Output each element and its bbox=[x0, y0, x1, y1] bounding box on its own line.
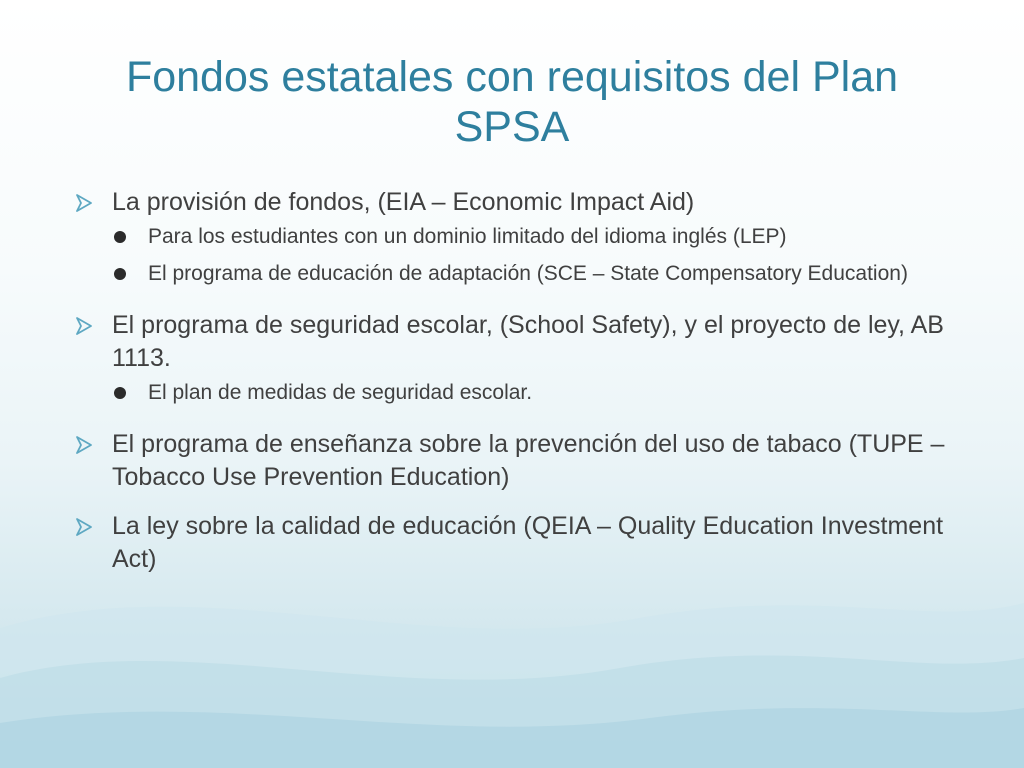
bullet-item bbox=[72, 309, 962, 375]
bullet-text: La ley sobre la calidad de educación (QEIA – Quality Education Investment Act) bbox=[112, 512, 944, 573]
arrow-bullet-icon bbox=[74, 517, 94, 537]
sub-bullet-text: El programa de educación de adaptación (SCE – State Compensatory Education) bbox=[148, 262, 908, 285]
bullet-text: El programa de enseñanza sobre la prevención del uso de tabaco (TUPE – Tobacco Use Prevention Education) bbox=[112, 430, 945, 491]
sub-bullet-item bbox=[72, 379, 962, 407]
dot-bullet-icon bbox=[114, 268, 126, 280]
bullet-item bbox=[72, 510, 962, 576]
bullet-item bbox=[72, 186, 962, 219]
arrow-bullet-icon bbox=[74, 193, 94, 213]
sub-bullet-item bbox=[72, 260, 962, 288]
slide-title: Fondos estatales con requisitos del Plan SPSA bbox=[125, 53, 899, 151]
bullet-item bbox=[72, 428, 962, 494]
slide-content bbox=[72, 186, 962, 580]
arrow-bullet-icon bbox=[74, 316, 94, 336]
sub-bullet-text: El plan de medidas de seguridad escolar. bbox=[148, 381, 533, 404]
arrow-bullet-icon bbox=[74, 435, 94, 455]
bullet-text: La provisión de fondos, (EIA – Economic Impact Aid) bbox=[112, 188, 695, 216]
sub-bullet-text: Para los estudiantes con un dominio limitado del idioma inglés (LEP) bbox=[148, 225, 787, 248]
dot-bullet-icon bbox=[114, 231, 126, 243]
sub-bullet-item bbox=[72, 223, 962, 251]
bullet-text: El programa de seguridad escolar, (School Safety), y el proyecto de ley, AB 1113. bbox=[112, 311, 944, 372]
dot-bullet-icon bbox=[114, 387, 126, 399]
